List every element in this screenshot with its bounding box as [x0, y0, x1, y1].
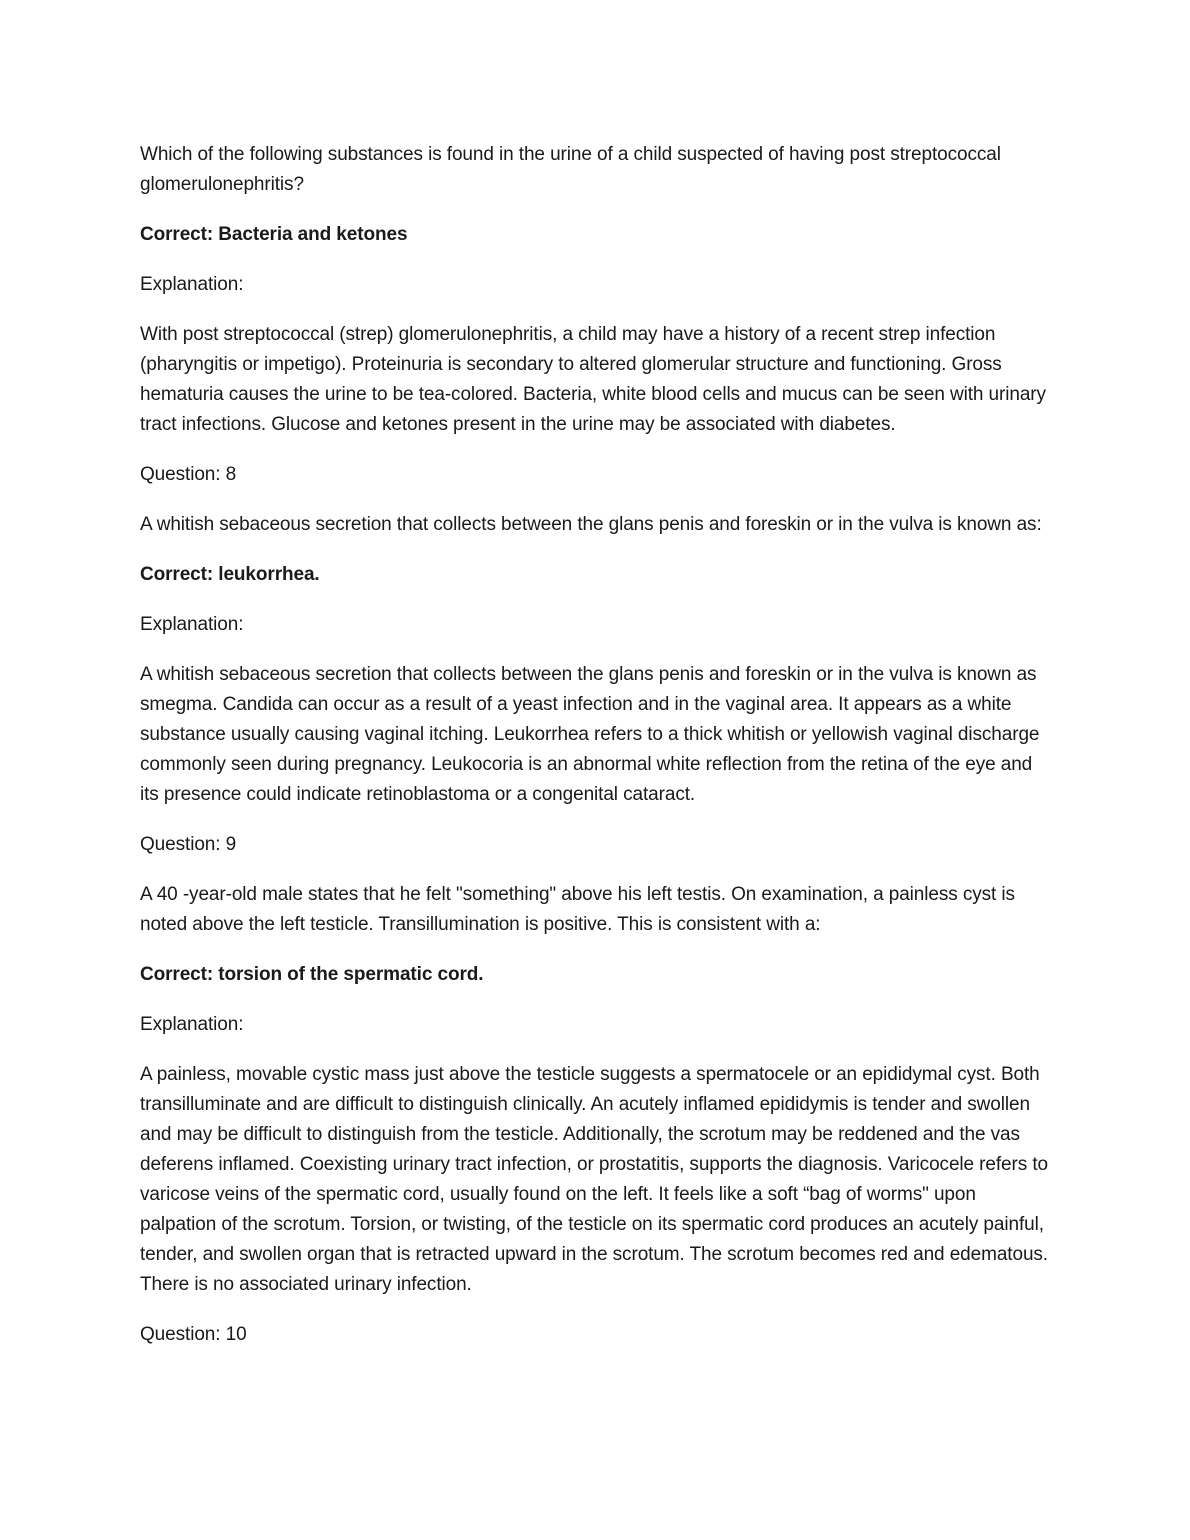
- correct-answer: Correct: Bacteria and ketones: [140, 224, 408, 245]
- question-text: Which of the following substances is found in the urine of a child suspected of having post streptococcal glomerulonephritis?: [140, 144, 1001, 195]
- question-number: Question: 9: [140, 834, 237, 855]
- correct-answer: Correct: torsion of the spermatic cord.: [140, 964, 484, 985]
- explanation-label: Explanation:: [140, 1014, 244, 1035]
- document-page: [140, 140, 1050, 1370]
- question-number: Question: 10: [140, 1324, 247, 1345]
- question-text: A whitish sebaceous secretion that collects between the glans penis and foreskin or in the vulva is known as:: [140, 514, 1042, 535]
- explanation-label: Explanation:: [140, 274, 244, 295]
- explanation-text: With post streptococcal (strep) glomerulonephritis, a child may have a history of a recent strep infection (pharyngitis or impetigo). Proteinuria is secondary to altered glomerular structure and functioning. Gross hematuria causes the urine to be tea-colored. Bacteria, white blood cells and mucus can be seen with urinary tract infections. Glucose and ketones present in the urine may be associated with diabetes.: [140, 324, 1046, 435]
- question-number: Question: 8: [140, 464, 237, 485]
- question-text: A 40 -year-old male states that he felt "something" above his left testis. On examination, a painless cyst is noted above the left testicle. Transillumination is positive. This is consistent with a:: [140, 884, 1015, 935]
- correct-answer: Correct: leukorrhea.: [140, 564, 320, 585]
- explanation-label: Explanation:: [140, 614, 244, 635]
- explanation-text: A whitish sebaceous secretion that collects between the glans penis and foreskin or in the vulva is known as smegma. Candida can occur as a result of a yeast infection and in the vaginal area. It appears as a white substance usually causing vaginal itching. Leukorrhea refers to a thick whitish or yellowish vaginal discharge commonly seen during pregnancy. Leukocoria is an abnormal white reflection from the retina of the eye and its presence could indicate retinoblastoma or a congenital cataract.: [140, 664, 1040, 805]
- explanation-text: A painless, movable cystic mass just above the testicle suggests a spermatocele or an epididymal cyst. Both transilluminate and are difficult to distinguish clinically. An acutely inflamed epididymis is tender and swollen and may be difficult to distinguish from the testicle. Additionally, the scrotum may be reddened and the vas deferens inflamed. Coexisting urinary tract infection, or prostatitis, supports the diagnosis. Varicocele refers to varicose veins of the spermatic cord, usually found on the left. It feels like a soft “bag of worms" upon palpation of the scrotum. Torsion, or twisting, of the testicle on its spermatic cord produces an acutely painful, tender, and swollen organ that is retracted upward in the scrotum. The scrotum becomes red and edematous. There is no associated urinary infection.: [140, 1064, 1048, 1295]
